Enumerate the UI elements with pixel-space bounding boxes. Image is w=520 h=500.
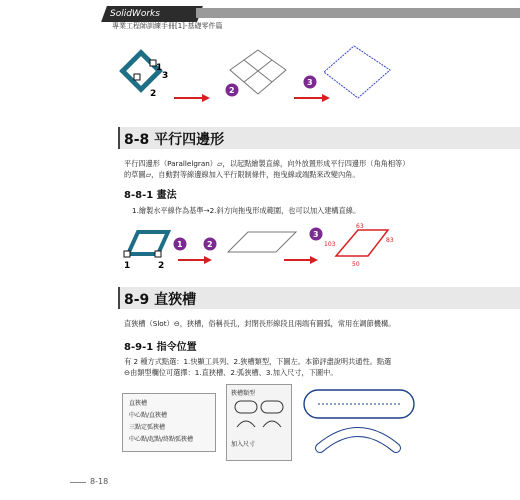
grid-diamond: [230, 50, 286, 94]
section-89-sub-body-2: ⊖由類型欄位可選擇：1.直狹槽、2.弧狹槽、3.加入尺寸，下圖中。: [124, 368, 338, 377]
dim-2: 83: [386, 237, 394, 244]
slot-type-icons[interactable]: [233, 399, 285, 433]
top-figure: [110, 38, 400, 110]
parallelogram-figure: [118, 220, 418, 272]
label-1: 1: [156, 63, 163, 73]
header-bar: [196, 8, 520, 18]
section-88-body: 平行四邊形（Parallelgran）▱，以起點繪製直線，向外放置形成平行四邊形（角角相等）的草圖▱，自動對等線邊線加入平行限制條件，拖曳線或端點來改變內角。: [124, 159, 406, 179]
menu-item-3pt-arc[interactable]: 三點定弧狹槽: [129, 424, 166, 431]
menu-item-center-straight[interactable]: 中心點/直狹槽: [129, 412, 168, 419]
section-89-title: 8-9 直狹槽: [124, 292, 197, 308]
panel-title: 狹槽類型: [231, 390, 256, 397]
page-number: 8-18: [90, 477, 109, 486]
constrained-diamond: [324, 46, 390, 98]
section-89-sub-body-1: 有 2 種方式點選：1.快顯工具列、2.狹槽類型，下圖左。本節評盡說明共通性。點選: [124, 357, 392, 366]
section-88-sub-title: 8-8-1 畫法: [124, 190, 177, 201]
pg-step-1: 1: [177, 240, 183, 249]
pg-label-1: 1: [124, 261, 131, 271]
section-89-sub-title: 8-9-1 指令位置: [124, 342, 197, 353]
label-3: 3: [162, 71, 169, 81]
slot-drawings: [300, 386, 420, 464]
page-line: [70, 482, 86, 483]
pg-step-2: 2: [207, 240, 213, 249]
pg-label-2: 2: [158, 261, 165, 271]
book-title: 專業工程師訓練手冊[1]-基礎零件篇: [112, 22, 223, 30]
brand-tab: [101, 6, 203, 22]
brand-label: SolidWorks: [110, 9, 160, 19]
dim-4: 50: [352, 261, 360, 268]
section-89-body: 直狹槽（Slot）⊖，狹槽，俗稱長孔，封閉長形線段且兩端有圓弧，常用在調節機構。: [124, 319, 396, 328]
slot-menu: [122, 393, 216, 452]
menu-item-straight[interactable]: 直狹槽: [129, 400, 148, 407]
section-88-title: 8-8 平行四邊形: [124, 132, 225, 148]
pg-step-3: 3: [313, 230, 319, 239]
dim-3: 103: [324, 241, 336, 248]
diamond-shape: [123, 53, 163, 90]
step-3: 3: [307, 78, 313, 87]
dim-1: 63: [356, 223, 364, 230]
menu-item-center-arc[interactable]: 中心點/起點/終點弧狹槽: [129, 436, 194, 443]
add-dimension-checkbox[interactable]: 加入尺寸: [231, 441, 256, 448]
step-2: 2: [229, 86, 235, 95]
section-88-sub-body: 1.繪製水平線作為基準→2.斜方向拖曳形成範圍，也可以加入建構直線。: [132, 206, 361, 215]
slot-type-panel: [226, 384, 292, 461]
label-2: 2: [150, 89, 157, 99]
